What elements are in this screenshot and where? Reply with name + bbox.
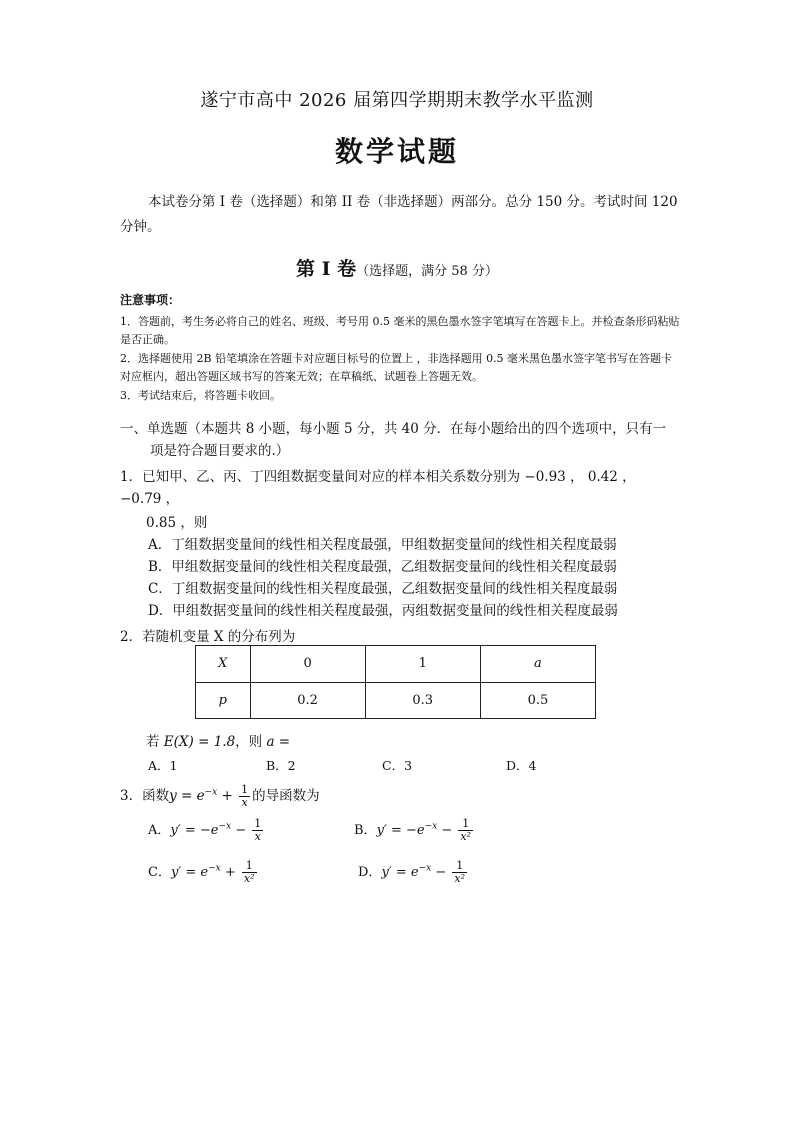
- question-1-option-c: C．丁组数据变量间的线性相关程度最强，乙组数据变量间的线性相关程度最弱: [148, 581, 618, 597]
- exam-intro: 本试卷分第 I 卷（选择题）和第 II 卷（非选择题）两部分。总分 150 分。考试时间 120 分钟。: [120, 194, 678, 235]
- fraction-denominator: x²: [454, 872, 466, 885]
- section-heading: [0, 254, 794, 281]
- q3-fraction: [239, 784, 250, 809]
- option-expression: y′ = e: [381, 865, 419, 880]
- notice-item: 2．选择题使用 2B 铅笔填涂在答题卡对应题目标号的位置上 ，非选择题用 0.5 毫米黑色墨水签字笔书写在答题卡对应框内，超出答题区域书写的答案无效；在草稿纸、试题卷上答题无效。: [120, 352, 673, 383]
- option-expression: y′ = −e: [170, 823, 219, 838]
- question-1-stem-end: 0.85 ，则: [146, 515, 208, 531]
- question-3-option-c: [148, 860, 259, 885]
- notice-item: 3．考试结束后，将答题卡收回。: [120, 389, 281, 402]
- question-3-option-b: [354, 818, 475, 843]
- condition-expression: E(X) = 1.8: [163, 734, 236, 750]
- fraction-numerator: 1: [242, 860, 257, 873]
- question-1-stem-cont: −0.79 ，: [120, 491, 180, 507]
- question-2-option-d: D．4: [506, 758, 537, 773]
- fraction-denominator: x: [241, 796, 248, 809]
- fraction-numerator: 1: [458, 818, 473, 831]
- question-1-stem: 1．已知甲、乙、丙、丁四组数据变量间对应的样本相关系数分别为 −0.93 ， 0.42 ，: [120, 469, 636, 485]
- option-label: B．: [354, 823, 377, 838]
- q3-suffix: 的导函数为: [252, 788, 320, 804]
- fraction-numerator: 1: [452, 860, 467, 873]
- table-row: [196, 682, 596, 719]
- option-sign: −: [431, 865, 451, 880]
- question-3-stem: [120, 784, 320, 809]
- table-cell: 0.5: [480, 682, 595, 719]
- question-2-option-b: B．2: [266, 758, 296, 773]
- question-3-option-a: [148, 818, 265, 843]
- part-heading: [120, 418, 680, 462]
- fraction-denominator: x²: [460, 830, 472, 843]
- part-heading-line1: 一、单选题（本题共 8 小题，每小题 5 分，共 40 分．在每小题给出的四个选项中，只有一: [120, 421, 667, 437]
- page-title: 数学试题: [334, 135, 459, 168]
- condition-suffix: ，则: [235, 734, 267, 750]
- fraction-denominator: x: [254, 830, 261, 843]
- option-exponent: −x: [424, 821, 438, 832]
- option-sign: +: [220, 865, 240, 880]
- question-2-stem: 2．若随机变量 X 的分布列为: [120, 629, 296, 645]
- question-2-option-a: A．1: [148, 758, 178, 773]
- table-cell: 1: [365, 646, 480, 683]
- option-sign: −: [437, 823, 457, 838]
- q3-plus: +: [217, 788, 238, 804]
- option-fraction: [458, 818, 473, 843]
- question-2-condition: [146, 730, 290, 750]
- option-fraction: [242, 860, 257, 885]
- table-cell: 0.2: [250, 682, 365, 719]
- exam-header: 遂宁市高中 2026 届第四学期期末教学水平监测: [200, 90, 594, 111]
- fraction-numerator: 1: [241, 783, 249, 796]
- q3-exponent: −x: [204, 787, 218, 798]
- fraction-denominator: x²: [243, 872, 255, 885]
- option-sign: −: [231, 823, 251, 838]
- distribution-table: [195, 645, 596, 719]
- question-1-option-b: B．甲组数据变量间的线性相关程度最强，乙组数据变量间的线性相关程度最弱: [148, 559, 617, 575]
- table-cell: a: [480, 646, 595, 683]
- table-cell: X: [196, 646, 251, 683]
- option-expression: y′ = e: [170, 865, 209, 880]
- option-label: A．: [148, 823, 171, 838]
- notice-item: 1．答题前，考生务必将自己的姓名、班级、考号用 0.5 毫米的黑色墨水签字笔填写在答题卡上。并检查条形码粘贴是否正确。: [120, 315, 680, 346]
- question-2-option-c: C．3: [382, 758, 413, 773]
- option-fraction: [252, 818, 263, 843]
- section-subtitle: （选择题，满分 58 分）: [356, 264, 498, 279]
- fraction-numerator: 1: [254, 817, 262, 830]
- question-1-option-d: D．甲组数据变量间的线性相关程度最强，丙组数据变量间的线性相关程度最弱: [148, 603, 618, 619]
- notice-heading: 注意事项：: [120, 293, 181, 307]
- part-heading-line2: 项是符合题目要求的.）: [150, 443, 290, 459]
- option-label: C．: [148, 865, 171, 880]
- option-exponent: −x: [208, 863, 221, 874]
- option-label: D．: [358, 865, 382, 880]
- table-cell: 0: [250, 646, 365, 683]
- option-exponent: −x: [218, 821, 232, 832]
- question-3-option-d: [358, 860, 469, 885]
- q3-prefix: 3．函数: [120, 788, 170, 804]
- condition-variable: a =: [266, 734, 291, 750]
- option-fraction: [452, 860, 467, 885]
- section-title: 第 Ⅰ 卷: [296, 258, 357, 280]
- option-exponent: −x: [418, 863, 432, 874]
- table-row: [196, 646, 596, 683]
- q3-function: y = e: [169, 788, 205, 804]
- option-expression: y′ = −e: [376, 823, 425, 838]
- condition-prefix: 若: [146, 734, 164, 750]
- question-1-option-a: A．丁组数据变量间的线性相关程度最强，甲组数据变量间的线性相关程度最弱: [148, 537, 617, 553]
- table-cell: p: [196, 682, 251, 719]
- table-cell: 0.3: [365, 682, 480, 719]
